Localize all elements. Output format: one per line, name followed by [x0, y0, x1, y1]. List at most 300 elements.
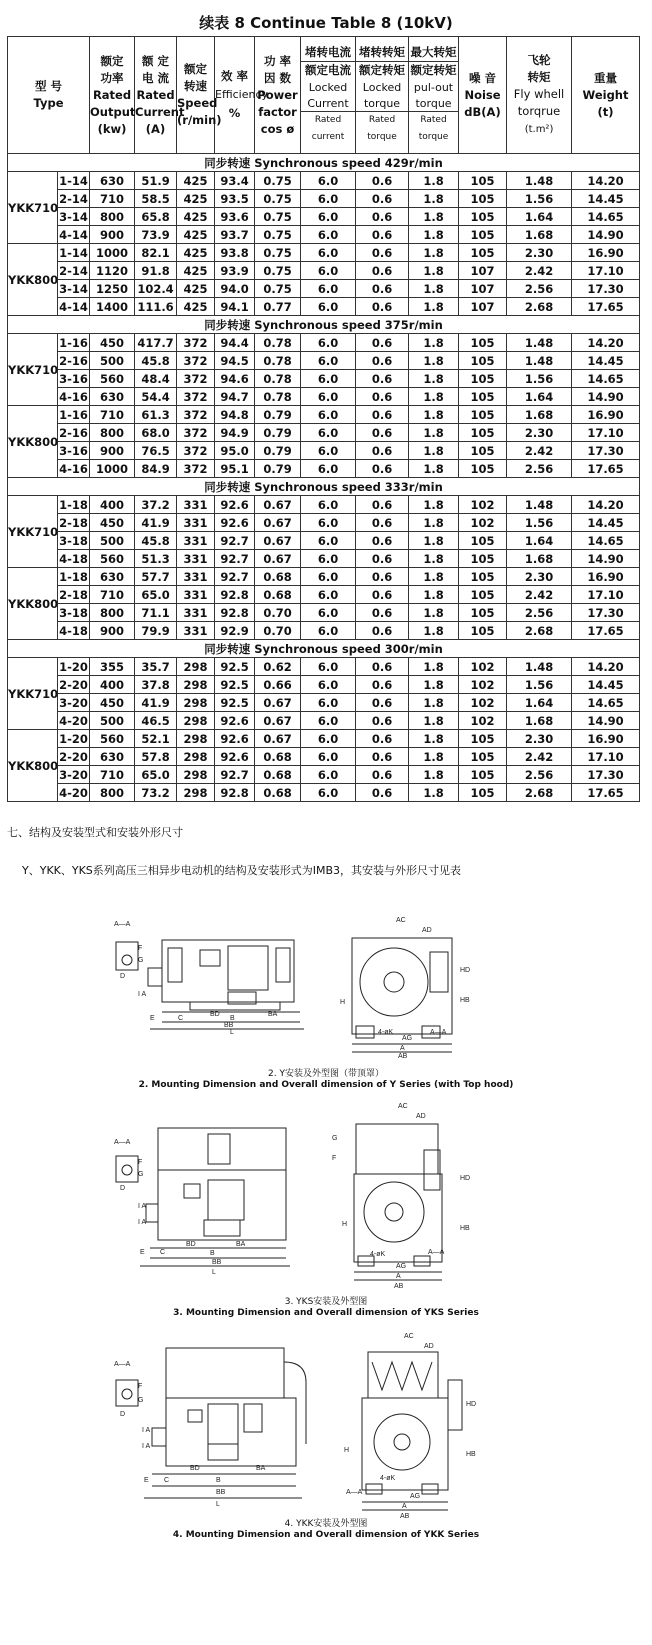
- table-cell: 0.6: [356, 442, 409, 460]
- table-cell: 1.48: [507, 496, 572, 514]
- table-cell: 0.6: [356, 406, 409, 424]
- table-cell: 14.90: [572, 712, 640, 730]
- header-weight: 重量 Weight (t): [572, 37, 640, 154]
- table-cell: 298: [177, 784, 215, 802]
- speed-section-row: [8, 154, 640, 172]
- table-cell: 102: [459, 676, 507, 694]
- table-cell: 1.56: [507, 370, 572, 388]
- table-cell: 91.8: [135, 262, 177, 280]
- svg-text:E: E: [150, 1015, 155, 1022]
- table-cell: 93.7: [215, 226, 255, 244]
- svg-text:G: G: [138, 957, 144, 964]
- table-cell: 500: [90, 352, 135, 370]
- header-output: 额定 功率 Rated Output (kw): [90, 37, 135, 154]
- table-cell: 65.0: [135, 766, 177, 784]
- table-cell: 105: [459, 424, 507, 442]
- table-cell: 105: [459, 766, 507, 784]
- table-cell: 1250: [90, 280, 135, 298]
- header-type: 型 号 Type: [8, 37, 90, 154]
- table-cell: 45.8: [135, 352, 177, 370]
- table-cell: 0.6: [356, 586, 409, 604]
- table-cell: 17.65: [572, 622, 640, 640]
- table-cell: 0.75: [255, 280, 301, 298]
- table-cell: 14.90: [572, 226, 640, 244]
- table-row: [8, 172, 640, 190]
- table-cell: 6.0: [301, 370, 356, 388]
- table-cell: 425: [177, 298, 215, 316]
- table-cell: 17.65: [572, 298, 640, 316]
- table-cell: 0.68: [255, 568, 301, 586]
- table-cell: 105: [459, 622, 507, 640]
- table-cell: 2.68: [507, 784, 572, 802]
- table-cell: 1.8: [409, 586, 459, 604]
- table-cell: 6.0: [301, 604, 356, 622]
- table-cell: 6.0: [301, 496, 356, 514]
- table-cell: 73.2: [135, 784, 177, 802]
- table-cell: 0.6: [356, 712, 409, 730]
- svg-text:G: G: [332, 1135, 338, 1142]
- table-cell: 3-14: [59, 209, 88, 224]
- table-cell: 6.0: [301, 388, 356, 406]
- table-cell: 4-14: [59, 227, 88, 242]
- table-cell: 105: [459, 334, 507, 352]
- svg-text:H: H: [344, 1447, 350, 1454]
- table-cell: 1.8: [409, 226, 459, 244]
- type-cell: YKK710: [8, 334, 58, 406]
- table-cell: 102.4: [135, 280, 177, 298]
- table-cell: 1.8: [409, 244, 459, 262]
- table-cell: 0.67: [255, 532, 301, 550]
- table-cell: 1.48: [507, 172, 572, 190]
- table-cell: 1-20: [59, 731, 88, 746]
- table-cell: 1000: [90, 460, 135, 478]
- table-cell: 3-16: [59, 443, 88, 458]
- table-cell: 3-18: [59, 605, 88, 620]
- svg-text:B: B: [216, 1477, 221, 1484]
- table-cell: 17.30: [572, 604, 640, 622]
- table-cell: 105: [459, 388, 507, 406]
- svg-text:F: F: [138, 945, 143, 952]
- svg-text:L: L: [216, 1501, 220, 1508]
- table-cell: 800: [90, 604, 135, 622]
- table-row: [8, 604, 640, 622]
- table-cell: 14.45: [572, 676, 640, 694]
- table-cell: 710: [90, 586, 135, 604]
- table-cell: 46.5: [135, 712, 177, 730]
- svg-text:HD: HD: [466, 1401, 477, 1408]
- svg-text:AG: AG: [410, 1493, 421, 1500]
- table-cell: 0.6: [356, 658, 409, 676]
- table-cell: 6.0: [301, 460, 356, 478]
- svg-text:AD: AD: [424, 1343, 434, 1350]
- table-title: 续表 8 Continue Table 8 (10kV): [199, 14, 453, 32]
- svg-text:I A: I A: [142, 1443, 151, 1450]
- table-cell: 0.75: [255, 244, 301, 262]
- table-cell: 331: [177, 496, 215, 514]
- table-cell: 6.0: [301, 208, 356, 226]
- table-cell: 14.65: [572, 532, 640, 550]
- table-row: [8, 496, 640, 514]
- table-cell: 1.48: [507, 334, 572, 352]
- table-cell: 105: [459, 784, 507, 802]
- table-cell: 0.6: [356, 208, 409, 226]
- table-cell: 14.45: [572, 514, 640, 532]
- table-cell: 51.3: [135, 550, 177, 568]
- table-cell: 14.20: [572, 172, 640, 190]
- header-locked-current: 堵转电流 额定电流 Locked Current Rated current: [301, 37, 356, 154]
- table-cell: 92.6: [215, 496, 255, 514]
- table-cell: 0.6: [356, 496, 409, 514]
- table-cell: 92.7: [215, 568, 255, 586]
- table-cell: 16.90: [572, 406, 640, 424]
- table-cell: 417.7: [135, 334, 177, 352]
- table-cell: 6.0: [301, 244, 356, 262]
- table-cell: 450: [90, 334, 135, 352]
- table-cell: 2.68: [507, 298, 572, 316]
- table-cell: 105: [459, 190, 507, 208]
- figure-y-series-front: [338, 912, 478, 1060]
- table-cell: 2.68: [507, 622, 572, 640]
- svg-text:4-øK: 4-øK: [380, 1475, 396, 1482]
- table-cell: 6.0: [301, 406, 356, 424]
- svg-text:H: H: [342, 1221, 348, 1228]
- table-cell: 2.42: [507, 748, 572, 766]
- table-cell: 1.8: [409, 406, 459, 424]
- table-cell: 0.78: [255, 370, 301, 388]
- svg-text:D: D: [120, 1185, 126, 1192]
- table-cell: 0.79: [255, 406, 301, 424]
- table-cell: 107: [459, 262, 507, 280]
- table-cell: 14.65: [572, 370, 640, 388]
- table-cell: 1-14: [59, 245, 88, 260]
- figure-2-caption: 2. Y安装及外型图（带顶罩） 2. Mounting Dimension and Overall dimension of Y Series (with Top hood): [138, 1069, 514, 1090]
- table-cell: 400: [90, 496, 135, 514]
- table-cell: 2.42: [507, 442, 572, 460]
- table-cell: 4-18: [59, 551, 88, 566]
- header-efficiency: 效 率 Efficiency %: [215, 37, 255, 154]
- table-cell: 1.8: [409, 568, 459, 586]
- svg-text:A: A: [402, 1503, 407, 1510]
- table-row: [8, 262, 640, 280]
- svg-text:E: E: [144, 1477, 149, 1484]
- table-cell: 331: [177, 586, 215, 604]
- table-cell: 0.75: [255, 262, 301, 280]
- speed-section-row: [8, 478, 640, 496]
- table-cell: 105: [459, 226, 507, 244]
- table-cell: 630: [90, 388, 135, 406]
- table-cell: 0.6: [356, 262, 409, 280]
- table-cell: 710: [90, 190, 135, 208]
- table-cell: 710: [90, 406, 135, 424]
- speed-section-row: [8, 640, 640, 658]
- table-cell: 0.6: [356, 352, 409, 370]
- table-cell: 54.4: [135, 388, 177, 406]
- table-cell: 1-16: [59, 407, 88, 422]
- table-cell: 0.68: [255, 586, 301, 604]
- table-cell: 0.6: [356, 604, 409, 622]
- table-cell: 105: [459, 370, 507, 388]
- table-row: [8, 424, 640, 442]
- table-cell: 1.8: [409, 298, 459, 316]
- svg-text:4-øK: 4-øK: [378, 1029, 394, 1036]
- table-cell: 900: [90, 226, 135, 244]
- table-cell: 0.6: [356, 694, 409, 712]
- table-cell: 16.90: [572, 244, 640, 262]
- table-cell: 0.6: [356, 748, 409, 766]
- table-cell: 0.68: [255, 784, 301, 802]
- table-cell: 0.6: [356, 514, 409, 532]
- svg-text:AC: AC: [396, 917, 406, 924]
- table-cell: 35.7: [135, 658, 177, 676]
- table-row: [8, 586, 640, 604]
- table-cell: 500: [90, 532, 135, 550]
- intro-text: Y、YKK、YKS系列高压三相异步电动机的结构及安装形式为IMB3，其安装与外形尺寸见表: [22, 864, 462, 877]
- svg-text:BD: BD: [210, 1011, 220, 1018]
- dim-aa: A—A: [114, 921, 131, 928]
- svg-text:BA: BA: [236, 1241, 246, 1248]
- table-cell: 76.5: [135, 442, 177, 460]
- table-cell: 92.5: [215, 658, 255, 676]
- table-cell: 0.70: [255, 622, 301, 640]
- table-cell: 92.7: [215, 532, 255, 550]
- table-cell: 94.4: [215, 334, 255, 352]
- table-cell: 14.20: [572, 496, 640, 514]
- svg-text:AC: AC: [404, 1333, 414, 1340]
- table-cell: 6.0: [301, 532, 356, 550]
- table-cell: 105: [459, 550, 507, 568]
- svg-text:AG: AG: [396, 1263, 407, 1270]
- table-cell: 94.7: [215, 388, 255, 406]
- table-cell: 105: [459, 730, 507, 748]
- table-cell: 1-16: [59, 335, 88, 350]
- svg-text:HB: HB: [466, 1451, 476, 1458]
- table-cell: 92.7: [215, 766, 255, 784]
- header-current: 额 定 电 流 Rated Current (A): [135, 37, 177, 154]
- ykk-series-side-drawing: [110, 1344, 320, 1519]
- table-row: [8, 658, 640, 676]
- table-cell: 1.8: [409, 334, 459, 352]
- header-noise: 噪 音 Noise dB(A): [459, 37, 507, 154]
- table-cell: 57.8: [135, 748, 177, 766]
- table-cell: 17.10: [572, 586, 640, 604]
- table-cell: 58.5: [135, 190, 177, 208]
- svg-text:D: D: [120, 973, 126, 980]
- table-cell: 6.0: [301, 262, 356, 280]
- table-cell: 1-18: [59, 569, 88, 584]
- type-cell: YKK710: [8, 496, 58, 568]
- table-cell: 450: [90, 514, 135, 532]
- table-cell: 298: [177, 694, 215, 712]
- table-cell: 1.8: [409, 262, 459, 280]
- svg-text:F: F: [138, 1383, 143, 1390]
- table-cell: 0.75: [255, 190, 301, 208]
- table-cell: 0.6: [356, 766, 409, 784]
- table-cell: 14.65: [572, 208, 640, 226]
- table-cell: 6.0: [301, 676, 356, 694]
- table-cell: 6.0: [301, 568, 356, 586]
- table-row: [8, 244, 640, 262]
- table-cell: 71.1: [135, 604, 177, 622]
- svg-text:AD: AD: [416, 1113, 426, 1120]
- table-cell: 1.8: [409, 784, 459, 802]
- table-cell: 94.9: [215, 424, 255, 442]
- svg-text:A—A: A—A: [114, 1139, 131, 1146]
- table-cell: 6.0: [301, 586, 356, 604]
- table-cell: 0.67: [255, 730, 301, 748]
- table-cell: 37.2: [135, 496, 177, 514]
- table-cell: 0.79: [255, 442, 301, 460]
- table-cell: 17.10: [572, 262, 640, 280]
- svg-text:I A: I A: [138, 1219, 147, 1226]
- svg-text:AG: AG: [402, 1035, 413, 1042]
- table-cell: 2-16: [59, 353, 88, 368]
- table-row: [8, 712, 640, 730]
- svg-text:HD: HD: [460, 967, 471, 974]
- table-cell: 2.56: [507, 604, 572, 622]
- table-cell: 2.56: [507, 766, 572, 784]
- table-cell: 92.8: [215, 784, 255, 802]
- table-cell: 102: [459, 658, 507, 676]
- table-cell: 425: [177, 280, 215, 298]
- svg-text:4-øK: 4-øK: [370, 1251, 386, 1258]
- table-cell: 17.30: [572, 442, 640, 460]
- header-speed: 额定 转速 Speed (r/min): [177, 37, 215, 154]
- table-cell: 6.0: [301, 694, 356, 712]
- table-cell: 14.90: [572, 550, 640, 568]
- table-cell: 372: [177, 460, 215, 478]
- header-flywheel: 飞轮 转矩 Fly whell torqrue (t.m²): [507, 37, 572, 154]
- table-cell: 1.8: [409, 370, 459, 388]
- table-cell: 105: [459, 442, 507, 460]
- table-cell: 93.6: [215, 208, 255, 226]
- table-cell: 400: [90, 676, 135, 694]
- table-cell: 41.9: [135, 694, 177, 712]
- table-cell: 93.4: [215, 172, 255, 190]
- table-cell: 6.0: [301, 550, 356, 568]
- table-cell: 1.8: [409, 352, 459, 370]
- table-cell: 425: [177, 226, 215, 244]
- figure-y-series-side: [110, 912, 320, 1036]
- type-cell: YKK710: [8, 658, 58, 730]
- svg-text:A—A: A—A: [114, 1361, 131, 1368]
- yks-series-side-drawing: [110, 1124, 320, 1284]
- table-cell: 2.42: [507, 262, 572, 280]
- table-cell: 1.64: [507, 208, 572, 226]
- section-heading: 七、结构及安装型式和安装外形尺寸: [7, 826, 183, 839]
- table-cell: 1.68: [507, 406, 572, 424]
- table-cell: 2.30: [507, 244, 572, 262]
- table-cell: 298: [177, 766, 215, 784]
- table-cell: 1.8: [409, 496, 459, 514]
- table-cell: 1.8: [409, 712, 459, 730]
- table-cell: 14.20: [572, 334, 640, 352]
- svg-text:B: B: [230, 1015, 235, 1022]
- svg-text:BB: BB: [216, 1489, 226, 1496]
- table-cell: 65.8: [135, 208, 177, 226]
- table-cell: 1.64: [507, 532, 572, 550]
- table-cell: 4-16: [59, 461, 88, 476]
- table-cell: 0.6: [356, 172, 409, 190]
- table-cell: 425: [177, 190, 215, 208]
- table-row: [8, 514, 640, 532]
- yks-series-front-drawing: [328, 1100, 478, 1290]
- svg-text:A: A: [396, 1273, 401, 1280]
- table-cell: 1.56: [507, 514, 572, 532]
- svg-text:AC: AC: [398, 1103, 408, 1110]
- svg-text:BD: BD: [190, 1465, 200, 1472]
- table-cell: 6.0: [301, 424, 356, 442]
- svg-text:C: C: [178, 1015, 184, 1022]
- table-cell: 0.75: [255, 226, 301, 244]
- svg-text:BA: BA: [256, 1465, 266, 1472]
- table-cell: 6.0: [301, 730, 356, 748]
- svg-text:HB: HB: [460, 1225, 470, 1232]
- speed-section-row: [8, 316, 640, 334]
- table-row: [8, 532, 640, 550]
- type-cell: YKK800: [8, 730, 58, 802]
- table-cell: 1.68: [507, 226, 572, 244]
- svg-text:A—A: A—A: [430, 1029, 447, 1036]
- table-cell: 0.62: [255, 658, 301, 676]
- table-cell: 1.8: [409, 208, 459, 226]
- table-cell: 6.0: [301, 766, 356, 784]
- table-cell: 3-20: [59, 767, 88, 782]
- svg-text:A—A: A—A: [428, 1249, 445, 1256]
- table-cell: 0.6: [356, 784, 409, 802]
- table-cell: 94.5: [215, 352, 255, 370]
- table-cell: 14.65: [572, 694, 640, 712]
- table-cell: 92.9: [215, 622, 255, 640]
- table-cell: 92.6: [215, 748, 255, 766]
- table-cell: 800: [90, 208, 135, 226]
- table-cell: 3-20: [59, 695, 88, 710]
- svg-text:A: A: [400, 1045, 405, 1052]
- svg-text:I A: I A: [142, 1427, 151, 1434]
- table-cell: 298: [177, 676, 215, 694]
- table-cell: 6.0: [301, 748, 356, 766]
- table-cell: 45.8: [135, 532, 177, 550]
- svg-text:D: D: [120, 1411, 126, 1418]
- table-cell: 0.70: [255, 604, 301, 622]
- table-cell: 3-18: [59, 533, 88, 548]
- svg-text:BA: BA: [268, 1011, 278, 1018]
- table-cell: 17.30: [572, 766, 640, 784]
- table-cell: 94.0: [215, 280, 255, 298]
- table-cell: 16.90: [572, 568, 640, 586]
- table-cell: 102: [459, 496, 507, 514]
- table-cell: 425: [177, 172, 215, 190]
- svg-text:B: B: [210, 1250, 215, 1257]
- table-cell: 2.42: [507, 586, 572, 604]
- table-cell: 1.8: [409, 622, 459, 640]
- table-cell: 84.9: [135, 460, 177, 478]
- table-cell: 0.68: [255, 748, 301, 766]
- figure-ykk-series-front: [338, 1330, 478, 1520]
- table-cell: 94.8: [215, 406, 255, 424]
- table-cell: 500: [90, 712, 135, 730]
- table-cell: 95.0: [215, 442, 255, 460]
- table-cell: 105: [459, 748, 507, 766]
- table-cell: 93.5: [215, 190, 255, 208]
- svg-text:AB: AB: [394, 1283, 404, 1290]
- table-cell: 6.0: [301, 190, 356, 208]
- table-cell: 107: [459, 280, 507, 298]
- header-locked-torque: 堵转转矩 额定转矩 Locked torque Rated torque: [356, 37, 409, 154]
- table-cell: 92.6: [215, 712, 255, 730]
- table-cell: 6.0: [301, 334, 356, 352]
- table-cell: 6.0: [301, 226, 356, 244]
- table-cell: 0.78: [255, 352, 301, 370]
